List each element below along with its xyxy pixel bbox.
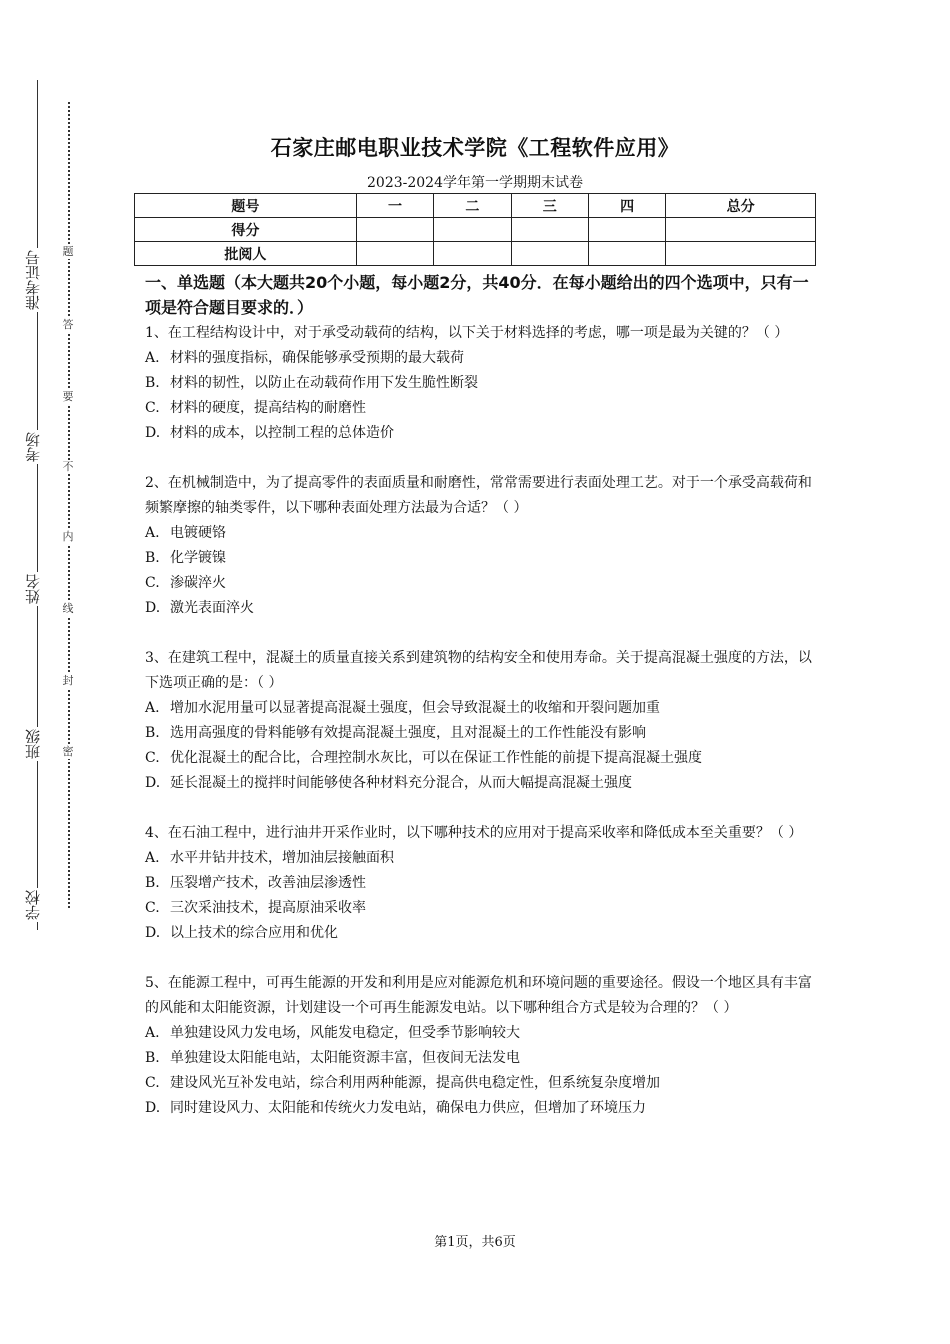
option-letter: B. [145, 1050, 160, 1066]
question-option [145, 396, 815, 421]
option-letter: C. [145, 575, 160, 591]
option-text: 同时建设风力、太阳能和传统火力发电站，确保电力供应，但增加了环境压力 [170, 1100, 646, 1116]
binding-field-name: 姓名 [22, 572, 52, 606]
question [145, 646, 815, 796]
grader-input-cell[interactable] [356, 242, 433, 266]
question-stem: 5、在能源工程中，可再生能源的开发和利用是应对能源危机和环境问题的重要途径。假设一个地区具有丰富的风能和太阳能资源，计划建设一个可再生能源发电站。以下哪种组合方式是较为合理的？（ ） [145, 975, 812, 1016]
option-text: 材料的韧性，以防止在动载荷作用下发生脆性断裂 [170, 375, 478, 391]
question-stem: 1、在工程结构设计中，对于承受动载荷的结构，以下关于材料选择的考虑，哪一项是最为关键的？（ ） [145, 325, 789, 341]
question [145, 471, 815, 621]
option-letter: C. [145, 900, 160, 916]
option-letter: C. [145, 750, 160, 766]
binding-char: 题 [60, 245, 76, 259]
option-text: 压裂增产技术，改善油层渗透性 [170, 875, 366, 891]
question-stem: 2、在机械制造中，为了提高零件的表面质量和耐磨性，常常需要进行表面处理工艺。对于一个承受高载荷和频繁摩擦的轴类零件，以下哪种表面处理方法最为合适？（ ） [145, 475, 812, 516]
score-header-cell: 四 [588, 194, 665, 218]
option-text: 化学镀镍 [170, 550, 226, 566]
exam-subtitle: 2023-2024学年第一学期期末试卷 [367, 175, 583, 191]
score-row-label: 得分 [135, 218, 357, 242]
question-option [145, 921, 815, 946]
binding-char: 密 [60, 745, 76, 759]
option-text: 以上技术的综合应用和优化 [170, 925, 338, 941]
question-option [145, 1046, 815, 1071]
option-text: 材料的强度指标，确保能够承受预期的最大载荷 [170, 350, 464, 366]
question-option [145, 1021, 815, 1046]
score-table-row [135, 218, 816, 242]
question-option [145, 596, 815, 621]
score-input-cell[interactable] [356, 218, 433, 242]
option-text: 水平井钻井技术，增加油层接触面积 [170, 850, 394, 866]
binding-field-exam-number: 准考证号 [22, 248, 52, 312]
binding-char: 不 [60, 460, 76, 474]
page-footer: 第1页，共6页 [434, 1235, 516, 1250]
option-letter: A. [145, 850, 160, 866]
grader-input-cell[interactable] [511, 242, 588, 266]
question-option [145, 771, 815, 796]
option-text: 增加水泥用量可以显著提高混凝土强度，但会导致混凝土的收缩和开裂问题加重 [170, 700, 660, 716]
option-letter: D. [145, 425, 161, 441]
option-text: 建设风光互补发电站，综合利用两种能源，提高供电稳定性，但系统复杂度增加 [170, 1075, 660, 1091]
question-option [145, 521, 815, 546]
option-letter: D. [145, 1100, 161, 1116]
grader-input-cell[interactable] [434, 242, 511, 266]
score-table-row [135, 242, 816, 266]
option-text: 优化混凝土的配合比，合理控制水灰比，可以在保证工作性能的前提下提高混凝土强度 [170, 750, 702, 766]
question-option [145, 871, 815, 896]
question-option [145, 746, 815, 771]
question-option [145, 696, 815, 721]
option-text: 渗碳淬火 [170, 575, 226, 591]
binding-char: 封 [60, 674, 76, 688]
binding-dotted-line [68, 102, 70, 908]
score-input-cell[interactable] [588, 218, 665, 242]
score-header-cell: 一 [356, 194, 433, 218]
grader-input-cell[interactable] [588, 242, 665, 266]
question-option [145, 896, 815, 921]
score-table [134, 193, 816, 266]
option-letter: B. [145, 875, 160, 891]
binding-field-class: 班级 [22, 727, 52, 761]
question-option [145, 846, 815, 871]
option-letter: D. [145, 600, 161, 616]
binding-char: 答 [60, 318, 76, 332]
question-option [145, 346, 815, 371]
option-letter: D. [145, 775, 161, 791]
exam-content [145, 270, 815, 1146]
option-text: 延长混凝土的搅拌时间能够使各种材料充分混合，从而大幅提高混凝土强度 [170, 775, 632, 791]
option-letter: A. [145, 700, 160, 716]
question [145, 821, 815, 946]
question-stem: 4、在石油工程中，进行油井开采作业时，以下哪种技术的应用对于提高采收率和降低成本至关重要？（ ） [145, 825, 803, 841]
question-option [145, 546, 815, 571]
binding-char: 内 [60, 530, 76, 544]
binding-field-exam-room: 考场 [22, 430, 52, 464]
option-text: 单独建设风力发电场，风能发电稳定，但受季节影响较大 [170, 1025, 520, 1041]
question-option [145, 1096, 815, 1121]
option-letter: C. [145, 1075, 160, 1091]
option-text: 三次采油技术，提高原油采收率 [170, 900, 366, 916]
question-option [145, 421, 815, 446]
option-text: 单独建设太阳能电站，太阳能资源丰富，但夜间无法发电 [170, 1050, 520, 1066]
score-header-cell: 总分 [666, 194, 816, 218]
score-table-header-row [135, 194, 816, 218]
question-option [145, 1071, 815, 1096]
option-text: 激光表面淬火 [170, 600, 254, 616]
score-input-cell[interactable] [666, 218, 816, 242]
score-row-label: 批阅人 [135, 242, 357, 266]
binding-field-school: 学校 [22, 888, 52, 922]
option-letter: B. [145, 375, 160, 391]
option-text: 选用高强度的骨料能够有效提高混凝土强度，且对混凝土的工作性能没有影响 [170, 725, 646, 741]
question-option [145, 371, 815, 396]
question-option [145, 571, 815, 596]
question [145, 321, 815, 446]
score-header-cell: 三 [511, 194, 588, 218]
option-letter: C. [145, 400, 160, 416]
grader-input-cell[interactable] [666, 242, 816, 266]
section-heading: 一、单选题（本大题共20个小题，每小题2分，共40分．在每小题给出的四个选项中，只有一项是符合题目要求的．） [145, 273, 809, 317]
option-letter: A. [145, 350, 160, 366]
question-stem: 3、在建筑工程中，混凝土的质量直接关系到建筑物的结构安全和使用寿命。关于提高混凝土强度的方法，以下选项正确的是：（ ） [145, 650, 812, 691]
score-input-cell[interactable] [511, 218, 588, 242]
binding-char: 要 [60, 390, 76, 404]
binding-solid-line [37, 80, 38, 930]
option-text: 电镀硬铬 [170, 525, 226, 541]
option-letter: A. [145, 525, 160, 541]
option-letter: A. [145, 1025, 160, 1041]
option-text: 材料的成本，以控制工程的总体造价 [170, 425, 394, 441]
option-letter: B. [145, 725, 160, 741]
score-header-cell: 题号 [135, 194, 357, 218]
option-text: 材料的硬度，提高结构的耐磨性 [170, 400, 366, 416]
score-input-cell[interactable] [434, 218, 511, 242]
question-option [145, 721, 815, 746]
binding-char: 线 [60, 602, 76, 616]
question [145, 971, 815, 1121]
option-letter: B. [145, 550, 160, 566]
exam-title: 石家庄邮电职业技术学院《工程软件应用》 [270, 136, 680, 160]
score-header-cell: 二 [434, 194, 511, 218]
option-letter: D. [145, 925, 161, 941]
